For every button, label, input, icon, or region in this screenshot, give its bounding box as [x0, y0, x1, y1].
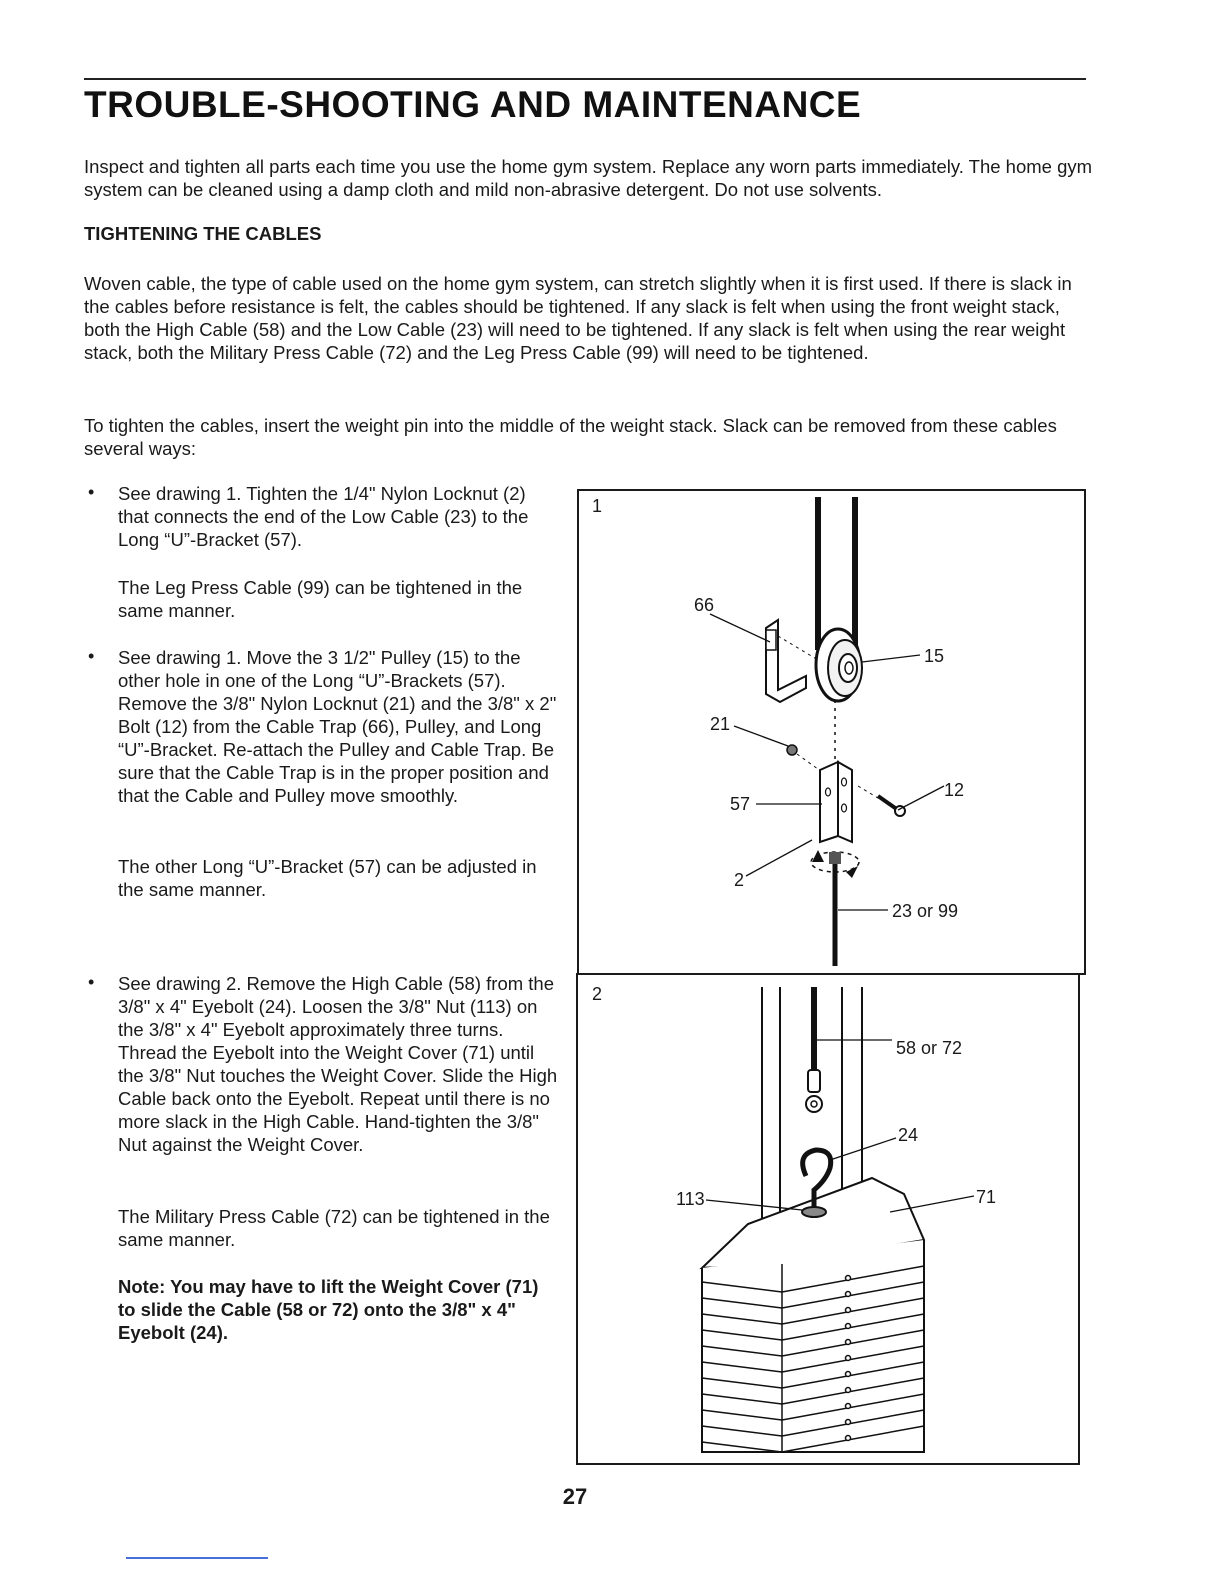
- label-15: 15: [924, 646, 945, 666]
- intro-paragraph: Inspect and tighten all parts each time you use the home gym system. Replace any worn parts immediately. The home gym system can be cleaned using a damp cloth and mild non-abrasive detergent. Do not use solvents.: [84, 156, 1093, 200]
- label-12: 12: [944, 780, 965, 800]
- label-23-or-99: 23 or 99: [892, 901, 959, 921]
- plate-pin-hole: [846, 1340, 851, 1345]
- plate-pin-hole: [846, 1356, 851, 1361]
- bullet-marker: •: [88, 482, 95, 502]
- drawing-2: [592, 984, 996, 1452]
- bullet-marker: •: [88, 972, 95, 992]
- note-text: Note: You may have to lift the Weight Cover (71) to slide the Cable (58 or 72) onto the 3/8" x 4" Eyebolt (24).: [118, 1276, 539, 1343]
- label-71: 71: [976, 1187, 997, 1207]
- page-number: 27: [562, 1484, 588, 1509]
- plate-pin-hole: [846, 1372, 851, 1377]
- pulley-icon: [816, 629, 862, 701]
- footer-rule: [126, 1557, 268, 1559]
- drawing-1: [592, 496, 964, 966]
- bullet-3-text: See drawing 2. Remove the High Cable (58) from the 3/8" x 4" Eyebolt (24). Loosen the 3/8" Nut (113) on the 3/8" x 4" Eyebolt approximately three turns. Thread the Eyebolt into the Weight Cover (71) until the 3/8" Nut touches the Weight Cover. Slide the High Cable back onto the Eyebolt. Repeat until there is no more slack in the High Cable. Hand-tighten the 3/8" Nut against the Weight Cover.: [118, 973, 558, 1155]
- label-113: 113: [676, 1189, 705, 1209]
- bullet-1-subtext: The Leg Press Cable (99) can be tightened in the same manner.: [118, 577, 523, 621]
- plate-pin-hole: [846, 1324, 851, 1329]
- cable-end-icon: [806, 1070, 822, 1112]
- bullet-2-text: See drawing 1. Move the 3 1/2" Pulley (15) to the other hole in one of the Long “U”-Brackets (57). Remove the 3/8" Nylon Locknut (21) and the 3/8" x 2" Bolt (12) from the Cable Trap (66), Pulley, and Long “U”-Bracket. Re-attach the Pulley and Cable Trap. Be sure that the Cable Trap is in the proper position and that the Cable and Pulley move smoothly.: [118, 647, 557, 806]
- plate-pin-hole: [846, 1404, 851, 1409]
- label-57: 57: [730, 794, 751, 814]
- label-58-or-72: 58 or 72: [896, 1038, 963, 1058]
- plate-pin-hole: [846, 1388, 851, 1393]
- locknut-21-icon: [787, 745, 822, 772]
- plate-pin-hole: [846, 1436, 851, 1441]
- drawing-1-number: 1: [592, 496, 603, 516]
- bolt-12-icon: [858, 786, 905, 816]
- label-66: 66: [694, 595, 715, 615]
- plate-pin-hole: [846, 1308, 851, 1313]
- plate-pin-hole: [846, 1420, 851, 1425]
- bullet-3-subtext: The Military Press Cable (72) can be tightened in the same manner.: [118, 1206, 550, 1250]
- label-2: 2: [734, 870, 745, 890]
- bullet-marker: •: [88, 646, 95, 666]
- tighten-method-paragraph: To tighten the cables, insert the weight pin into the middle of the weight stack. Slack can be removed from these cables several ways:: [84, 415, 1057, 459]
- bullet-1-text: See drawing 1. Tighten the 1/4" Nylon Locknut (2) that connects the end of the Low Cable (23) to the Long “U”-Bracket (57).: [118, 483, 529, 550]
- page-title: TROUBLE-SHOOTING AND MAINTENANCE: [84, 84, 862, 125]
- drawing-2-number: 2: [592, 984, 603, 1004]
- cable-slack-paragraph: Woven cable, the type of cable used on the home gym system, can stretch slightly when it is first used. If there is slack in the cables before resistance is felt, the cables should be tightened. If any slack is felt when using the front weight stack, both the High Cable (58) and the Low Cable (23) will need to be tightened. If any slack is felt when using the rear weight stack, both the Military Press Cable (72) and the Leg Press Cable (99) will need to be tightened.: [84, 273, 1072, 363]
- u-bracket-icon: [820, 762, 852, 842]
- label-21: 21: [710, 714, 731, 734]
- plate-pin-hole: [846, 1292, 851, 1297]
- section-heading: TIGHTENING THE CABLES: [84, 223, 322, 244]
- plate-pin-hole: [846, 1276, 851, 1281]
- drawing-1-frame: [578, 490, 1085, 974]
- cable-trap-icon: [766, 620, 818, 702]
- drawing-2-leaders: [706, 1040, 974, 1212]
- bullet-2-subtext: The other Long “U”-Bracket (57) can be adjusted in the same manner.: [118, 856, 537, 900]
- label-24: 24: [898, 1125, 919, 1145]
